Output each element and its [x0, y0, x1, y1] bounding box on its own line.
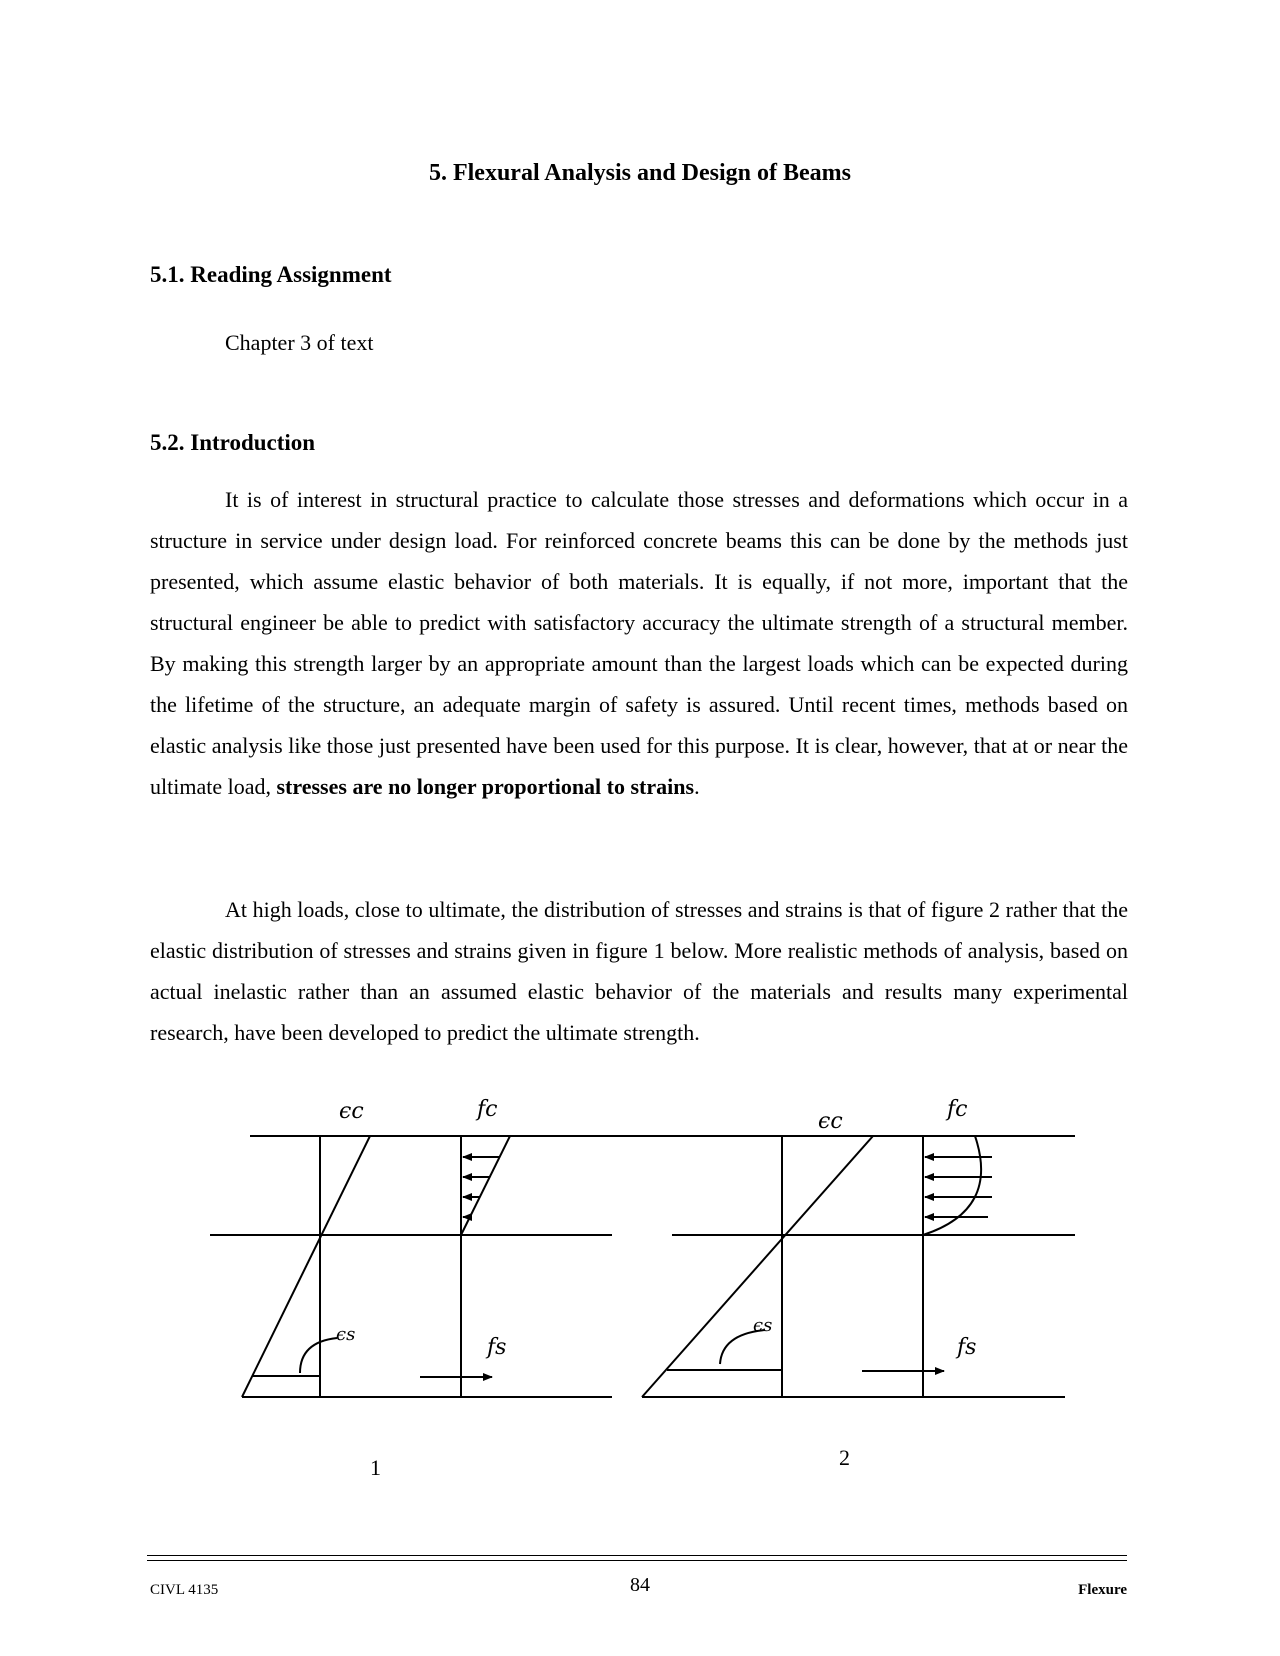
- fig2-strain-steel-label: ϵs: [753, 1315, 773, 1336]
- fig2-stress-block-curve: [923, 1136, 981, 1235]
- fig1-strain-concrete-label: ϵc: [339, 1099, 364, 1124]
- intro-paragraph-1-end: .: [694, 774, 700, 799]
- footer-rule-bottom: [147, 1560, 1127, 1561]
- footer-course-code: CIVL 4135: [150, 1582, 219, 1598]
- fig1-stress-concrete-label: fc: [477, 1097, 498, 1122]
- fig1-stress-triangle: [461, 1136, 510, 1235]
- figure-number-1: 1: [370, 1455, 381, 1480]
- footer-page-number: 84: [630, 1574, 650, 1596]
- intro-paragraph-2-text: At high loads, close to ultimate, the distribution of stresses and strains is that of figure 2 rather that the elastic distribution of stresses and strains given in figure 1 below. More realistic methods of analysis, based on actual inelastic rather than an assumed elastic behavior of the materials and results many experimental research, have been developed to predict the ultimate strength.: [150, 897, 1128, 1045]
- fig2-strain-concrete-label: ϵc: [818, 1109, 843, 1134]
- reading-assignment-text: Chapter 3 of text: [225, 330, 374, 355]
- fig2-stress-steel-label: fs: [957, 1335, 977, 1360]
- figure-number-2: 2: [839, 1445, 850, 1470]
- fig2-stress-concrete-label: fc: [947, 1097, 968, 1122]
- figure-2-diagram: [642, 1136, 1075, 1397]
- intro-paragraph-1-bold: stresses are no longer proportional to strains: [276, 774, 695, 799]
- section-heading-introduction: 5.2. Introduction: [150, 430, 316, 455]
- intro-paragraph-1-text: It is of interest in structural practice to calculate those stresses and deformations which occur in a structure in service under design load. For reinforced concrete beams this can be done by the methods just presented, which assume elastic behavior of both materials. It is equally, if not more, important that the structural engineer be able to predict with satisfactory accuracy the ultimate strength of a structural member. By making this strength larger by an appropriate amount than the largest loads which can be expected during the lifetime of the structure, an adequate margin of safety is assured. Until recent times, methods based on elastic analysis like those just presented have been used for this purpose. It is clear, however, that at or near the ultimate load,: [150, 487, 1128, 799]
- fig2-strain-line: [642, 1136, 873, 1397]
- fig1-strain-leader: [300, 1338, 337, 1373]
- intro-paragraph-1: [150, 479, 1128, 807]
- section-heading-reading-assignment: 5.1. Reading Assignment: [150, 262, 392, 287]
- fig1-strain-steel-label: ϵs: [336, 1324, 356, 1345]
- fig1-strain-line: [242, 1136, 370, 1397]
- figure-1-diagram: [210, 1136, 1075, 1397]
- stress-strain-figure: [0, 1080, 1280, 1500]
- page-title: 5. Flexural Analysis and Design of Beams: [428, 160, 852, 186]
- fig1-stress-steel-label: fs: [487, 1335, 507, 1360]
- footer-rule-top: [147, 1555, 1127, 1556]
- footer-chapter-name: Flexure: [1078, 1582, 1127, 1598]
- intro-paragraph-2: [150, 889, 1128, 1053]
